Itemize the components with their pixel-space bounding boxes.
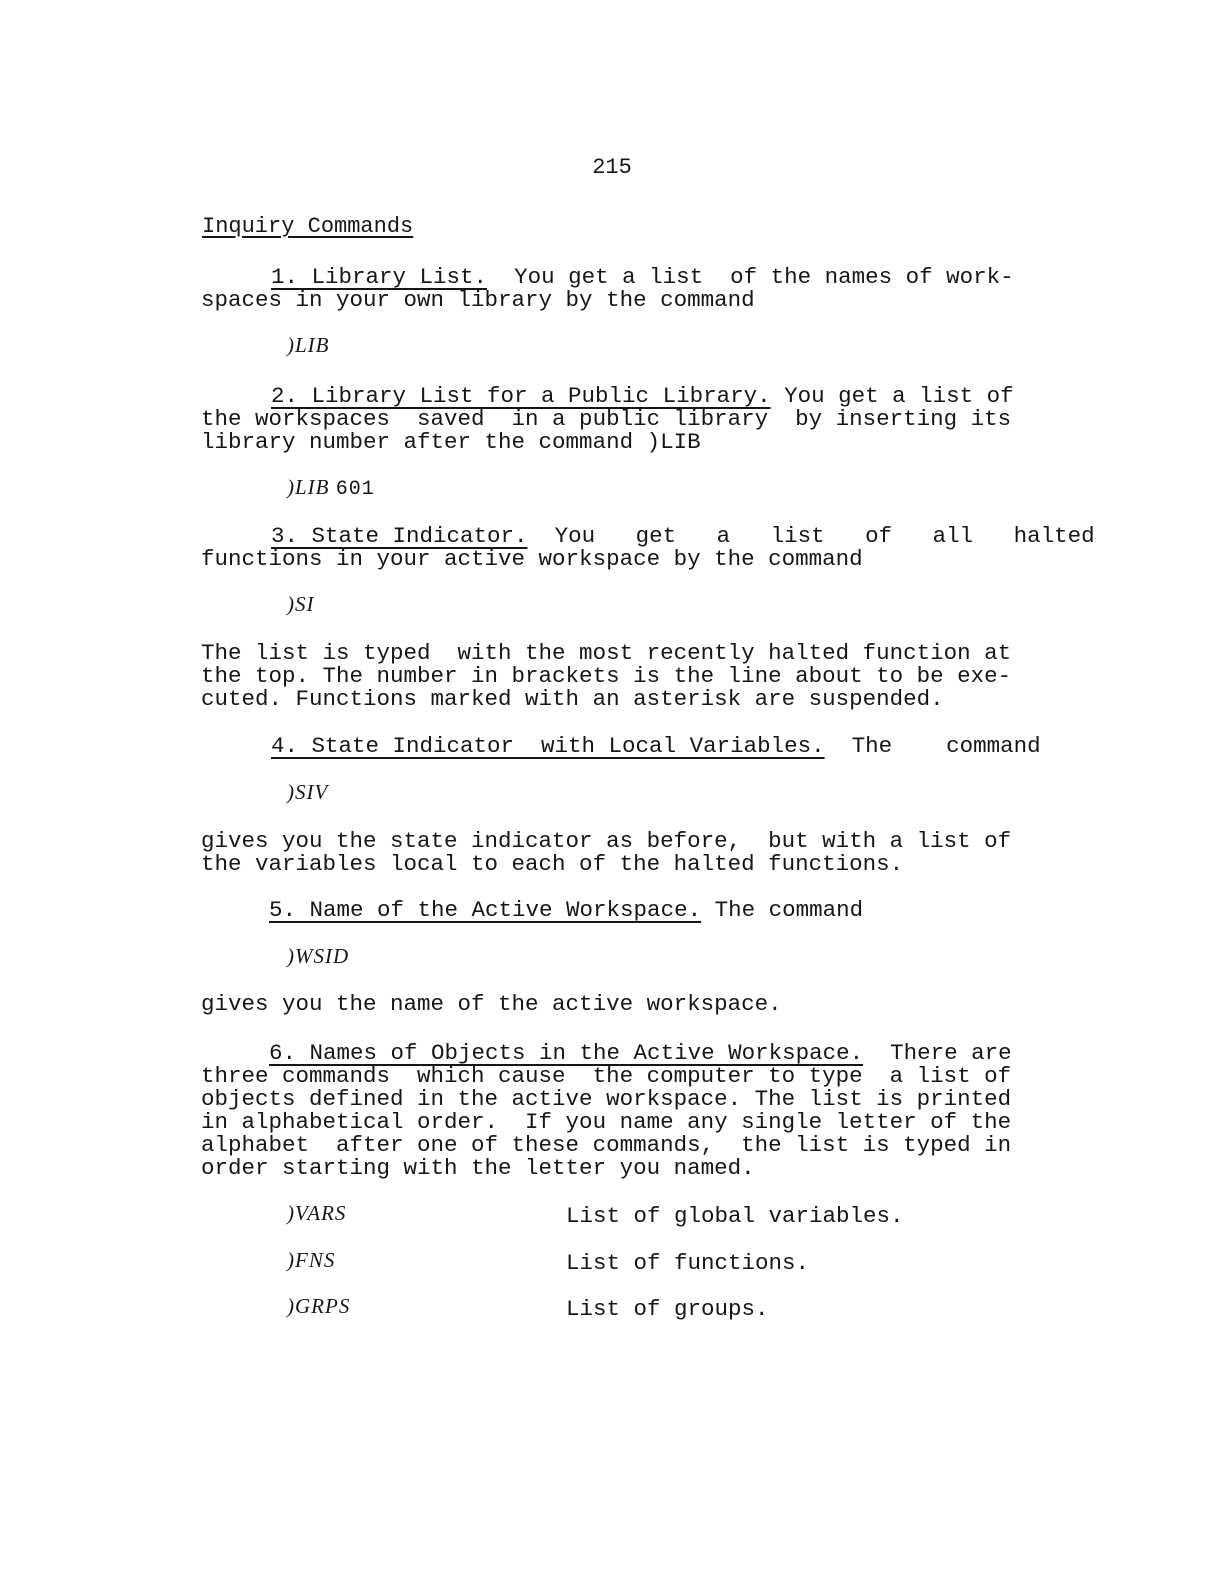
section-5-after-paragraph: [201, 993, 1056, 1016]
section-6-paragraph: [201, 1042, 1056, 1180]
command-si: )SI: [287, 592, 315, 616]
section-4-after-line-1: gives you the state indicator as before, but with a list of: [201, 828, 1012, 854]
section-3-after-line-2: the top. The number in brackets is the line about to be exe-: [201, 663, 1012, 689]
section-3-after-line-3: cuted. Functions marked with an asterisk are suspended.: [201, 686, 944, 712]
section-3-after-paragraph: [201, 642, 1056, 711]
section-5-after-line-1: gives you the name of the active workspace.: [201, 991, 782, 1017]
section-2-line-2: the workspaces saved in a public library by inserting its: [201, 406, 1012, 432]
command-lib-601: [287, 475, 375, 501]
section-3-paragraph: [201, 523, 1095, 572]
section-6-line-3: objects defined in the active workspace. The list is printed: [201, 1086, 1012, 1112]
page-number: 215: [592, 155, 632, 180]
section-6-line-6: order starting with the letter you named.: [201, 1155, 755, 1181]
command-fns-description: List of functions.: [566, 1250, 810, 1276]
command-siv: )SIV: [287, 780, 329, 804]
section-6-line-2: three commands which cause the computer to type a list of: [201, 1063, 1012, 1089]
section-6-title: 6. Names of Objects in the Active Workspace.: [269, 1040, 864, 1066]
command-lib-601-arg: 601: [335, 478, 375, 501]
section-1-title: 1. Library List.: [271, 264, 488, 290]
section-4-title: 4. State Indicator with Local Variables.: [271, 733, 825, 759]
section-2-paragraph: [201, 385, 1056, 454]
section-3-line-1: You get a list of all halted: [554, 523, 1095, 549]
section-3-after-line-1: The list is typed with the most recently halted function at: [201, 640, 1012, 666]
section-2-line-1: You get a list of: [784, 383, 1014, 409]
section-1-line-2: spaces in your own library by the command: [201, 287, 755, 313]
section-1-paragraph: [201, 266, 1056, 312]
command-grps: )GRPS: [287, 1294, 351, 1318]
section-4-after-line-2: the variables local to each of the halted functions.: [201, 851, 904, 877]
section-3-title: 3. State Indicator.: [271, 523, 528, 549]
section-2-title: 2. Library List for a Public Library.: [271, 383, 771, 409]
section-5-title: 5. Name of the Active Workspace.: [269, 897, 702, 923]
section-4-paragraph: [201, 735, 1056, 758]
section-5-paragraph: [201, 899, 1056, 922]
section-6-line-4: in alphabetical order. If you name any single letter of the: [201, 1109, 1012, 1135]
section-3-line-2: functions in your active workspace by the command: [201, 546, 863, 572]
command-fns: )FNS: [287, 1248, 336, 1272]
section-6-line-1: There are: [890, 1040, 1012, 1066]
section-heading: Inquiry Commands: [202, 214, 414, 239]
command-lib: )LIB: [287, 333, 330, 357]
command-grps-description: List of groups.: [566, 1296, 769, 1322]
section-4-line-1: The command: [851, 733, 1041, 759]
section-6-line-5: alphabet after one of these commands, the list is typed in: [201, 1132, 1012, 1158]
section-5-line-1: The command: [714, 897, 864, 923]
command-wsid: )WSID: [287, 944, 350, 968]
command-lib-601-name: )LIB: [287, 475, 330, 499]
section-1-line-1: You get a list of the names of work-: [514, 264, 1014, 290]
command-vars: )VARS: [287, 1201, 347, 1225]
command-vars-description: List of global variables.: [566, 1203, 904, 1229]
section-2-line-3: library number after the command )LIB: [201, 429, 701, 455]
section-4-after-paragraph: [201, 830, 1056, 876]
